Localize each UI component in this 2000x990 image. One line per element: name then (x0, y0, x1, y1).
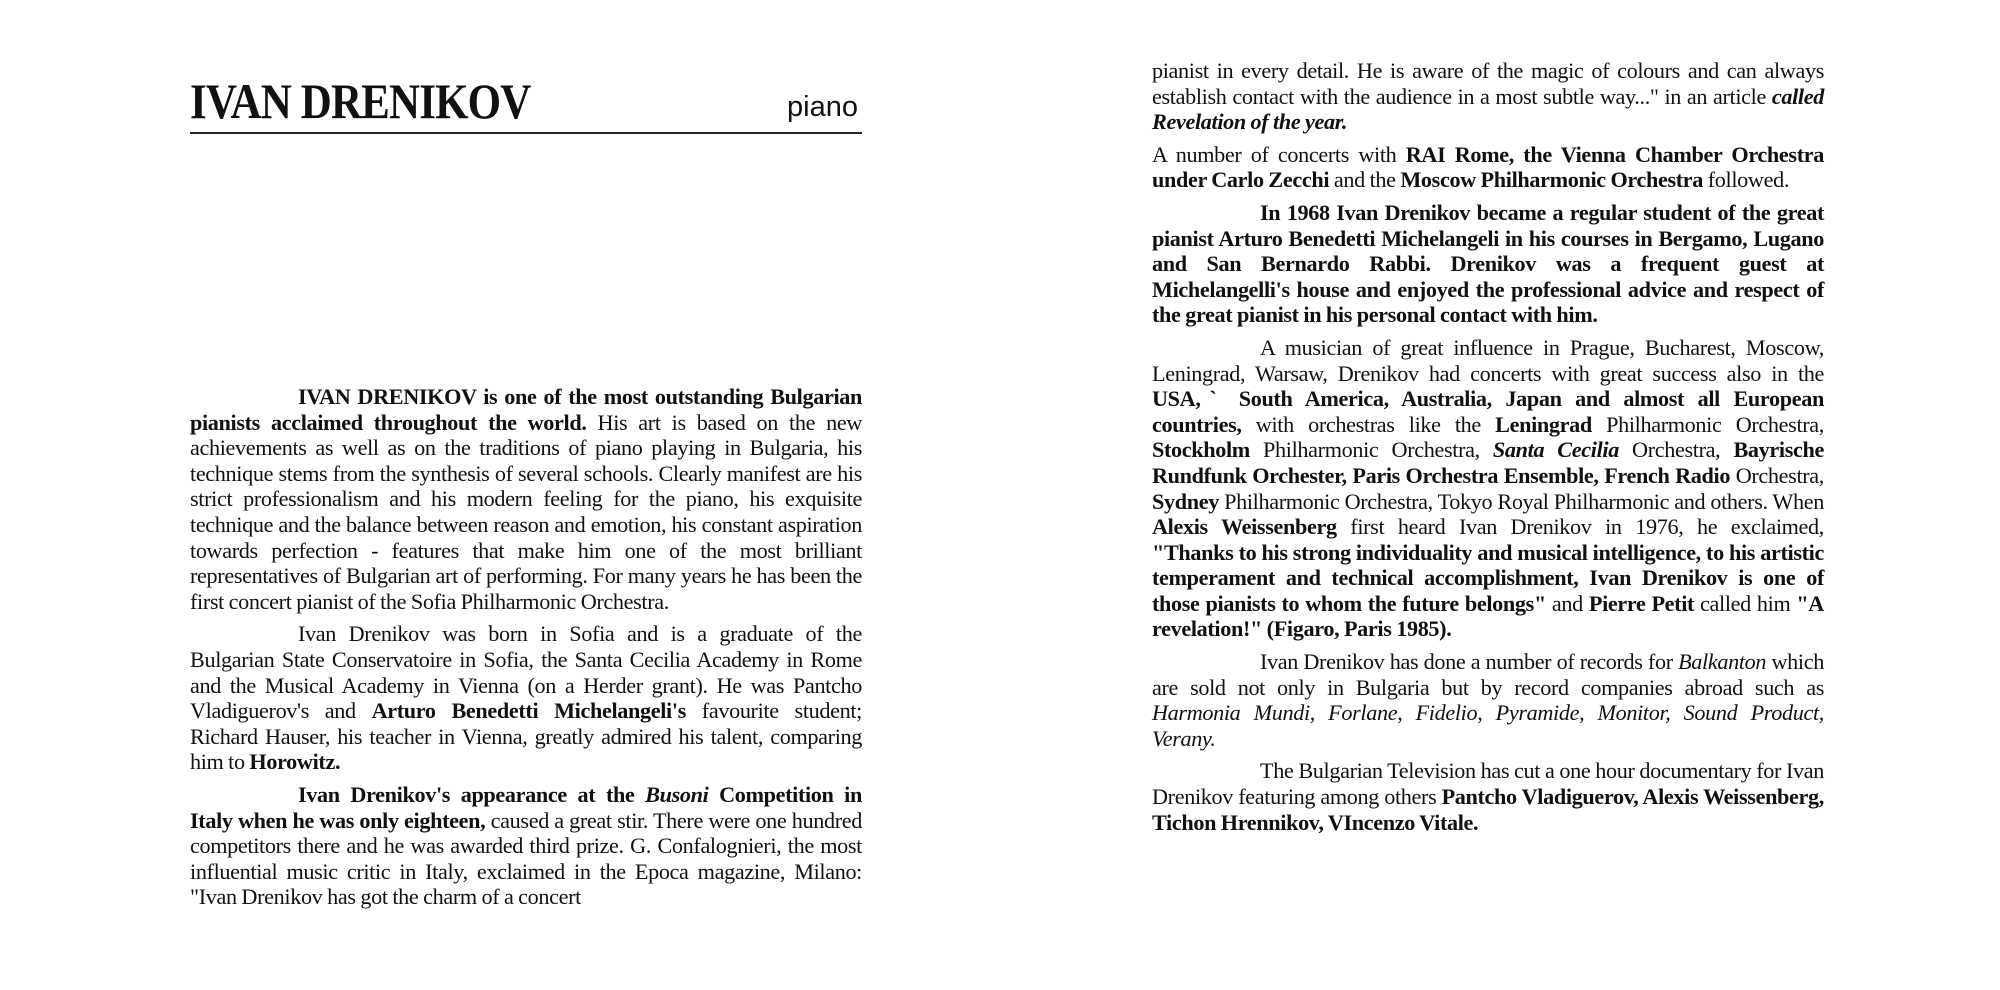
concerts-text-2: and the (1329, 167, 1401, 193)
concerts-text: A number of concerts with (1152, 141, 1406, 167)
busoni-bold-text: Ivan Drenikov's appearance at the (298, 781, 646, 807)
santa-cecilia-name: Santa Cecilia (1492, 437, 1619, 463)
influence-text-9: and (1545, 590, 1589, 616)
right-page (1152, 58, 1824, 842)
influence-text-3: Philharmonic Orchestra, (1591, 411, 1824, 437)
weissenberg-quote: "Thanks to his strong individuality and musical intelligence, to his artistic temperament and technical accomplishment, Ivan Drenikov is one of those pianists to whom the future belongs" (1152, 539, 1824, 616)
influence-text-6: Orchestra, (1730, 462, 1824, 488)
influence-text-7: Philharmonic Orchestra, Tokyo Royal Philharmonic and others. When (1218, 488, 1824, 514)
weissenberg-name: Alexis Weissenberg (1152, 514, 1337, 540)
paragraph-records (1152, 649, 1824, 751)
influence-text-8: first heard Ivan Drenikov in 1976, he exclaimed, (1336, 514, 1825, 540)
rai-rome-orchestras: RAI Rome, the Vienna Chamber Orchestra under Carlo Zecchi (1152, 141, 1824, 193)
influence-text-10: called him (1694, 590, 1797, 616)
paragraph-intro (190, 384, 862, 614)
horowitz-name: Horowitz. (249, 749, 341, 775)
education-text: Ivan Drenikov was born in Sofia and is a graduate of the Bulgarian State Conservatoire in Sofia, the Santa Cecilia Academy in Rome and the Musical Academy in Vienna (on a Herder grant). He was Pantcho Vladiguerov's and (190, 621, 862, 724)
record-labels-list: Harmonia Mundi, Forlane, Fidelio, Pyramide, Monitor, Sound Product, Verany. (1152, 700, 1824, 751)
paragraph-education (190, 621, 862, 775)
paragraph-influence (1152, 335, 1824, 642)
influence-text-4: Philharmonic Orchestra, (1249, 437, 1493, 463)
intro-bold-text: IVAN DRENIKOV is one of the most outstanding Bulgarian pianists acclaimed throughout the world. (190, 384, 862, 435)
left-body-text (190, 384, 862, 910)
student-1968-text: In 1968 Ivan Drenikov became a regular student of the great pianist Arturo Benedetti Michelangeli in his courses in Bergamo, Lugano and San Bernardo Rabbi. Drenikov was a frequent guest at Michelangelli's house and enjoyed the professional advice and respect of the great pianist in his personal contact with him. (1152, 199, 1824, 328)
paragraph-busoni (190, 782, 862, 910)
busoni-name: Busoni (645, 781, 709, 807)
concerts-text-3: followed. (1703, 167, 1790, 193)
intro-text: His art is based on the new achievements as well as on the traditions of piano playing in Bulgaria, his technique stems from the synthesis of several schools. Clearly manifest are his strict professionalism and his modern feeling for the piano, his exquisite technique and the balance between reason and emotion, his constant aspiration towards perfection - features that make him one of the most brilliant representatives of Bulgarian art of performing. For many years he has been the first concert pianist of the Sofia Philharmonic Orchestra. (190, 409, 862, 614)
paragraph-revelation (1152, 58, 1824, 135)
influence-text: A musician of great influence in Prague, Bucharest, Moscow, Leningrad, Warsaw, Drenikov had concerts with great success also in the (1152, 334, 1824, 386)
left-page (190, 62, 862, 917)
influence-text-2: with orchestras like the (1241, 411, 1496, 437)
revelation-article-title: called Revelation of the year. (1152, 83, 1824, 135)
paragraph-1968 (1152, 200, 1824, 328)
revelation-text: pianist in every detail. He is aware of the magic of colours and can always establish contact with the audience in a most subtle way..." in an article (1152, 58, 1824, 109)
documentary-text: The Bulgarian Television has cut a one hour documentary for Ivan Drenikov featuring among others (1152, 758, 1824, 810)
stockholm-bold: Stockholm (1152, 437, 1250, 463)
countries-bold: USA,ˋ South America, Australia, Japan and almost all European countries, (1152, 386, 1824, 437)
michelangeli-name: Arturo Benedetti Michelangeli's (371, 698, 686, 724)
busoni-text: caused a great stir. There were one hundred competitors there and he was awarded third prize. G. Confalognieri, the most influential music critic in Italy, exclaimed in the Epoca magazine, Milano: "Ivan Drenikov has got the charm of a concert (190, 807, 862, 910)
balkanton-label: Balkanton (1678, 649, 1767, 675)
leningrad-bold: Leningrad (1495, 411, 1592, 437)
records-text: Ivan Drenikov has done a number of records for (1260, 649, 1679, 675)
page-header (190, 62, 862, 134)
sydney-bold: Sydney (1152, 488, 1219, 514)
education-text-2: favourite student; Richard Hauser, his teacher in Vienna, greatly admired his talent, comparing him to (190, 698, 862, 775)
busoni-bold-text-2: Competition in Italy when he was only eighteen, (190, 781, 862, 833)
bayrische-paris-bold: Bayrische Rundfunk Orchester, Paris Orchestra Ensemble, French Radio (1152, 437, 1824, 488)
moscow-philharmonic: Moscow Philharmonic Orchestra (1400, 167, 1704, 193)
paragraph-concerts (1152, 142, 1824, 193)
instrument-label: piano (787, 91, 858, 123)
figaro-quote: "A revelation!" (Figaro, Paris 1985). (1152, 590, 1824, 642)
right-body-text (1152, 58, 1824, 835)
influence-text-5: Orchestra, (1618, 437, 1734, 463)
paragraph-documentary (1152, 758, 1824, 835)
records-text-2: which are sold not only in Bulgaria but by record companies abroad such as (1152, 649, 1824, 700)
pierre-petit-name: Pierre Petit (1588, 590, 1695, 616)
documentary-names: Pantcho Vladiguerov, Alexis Weissenberg, Tichon Hrennikov, VIncenzo Vitale. (1152, 784, 1824, 835)
artist-name-heading: IVAN DRENIKOV (190, 73, 531, 129)
